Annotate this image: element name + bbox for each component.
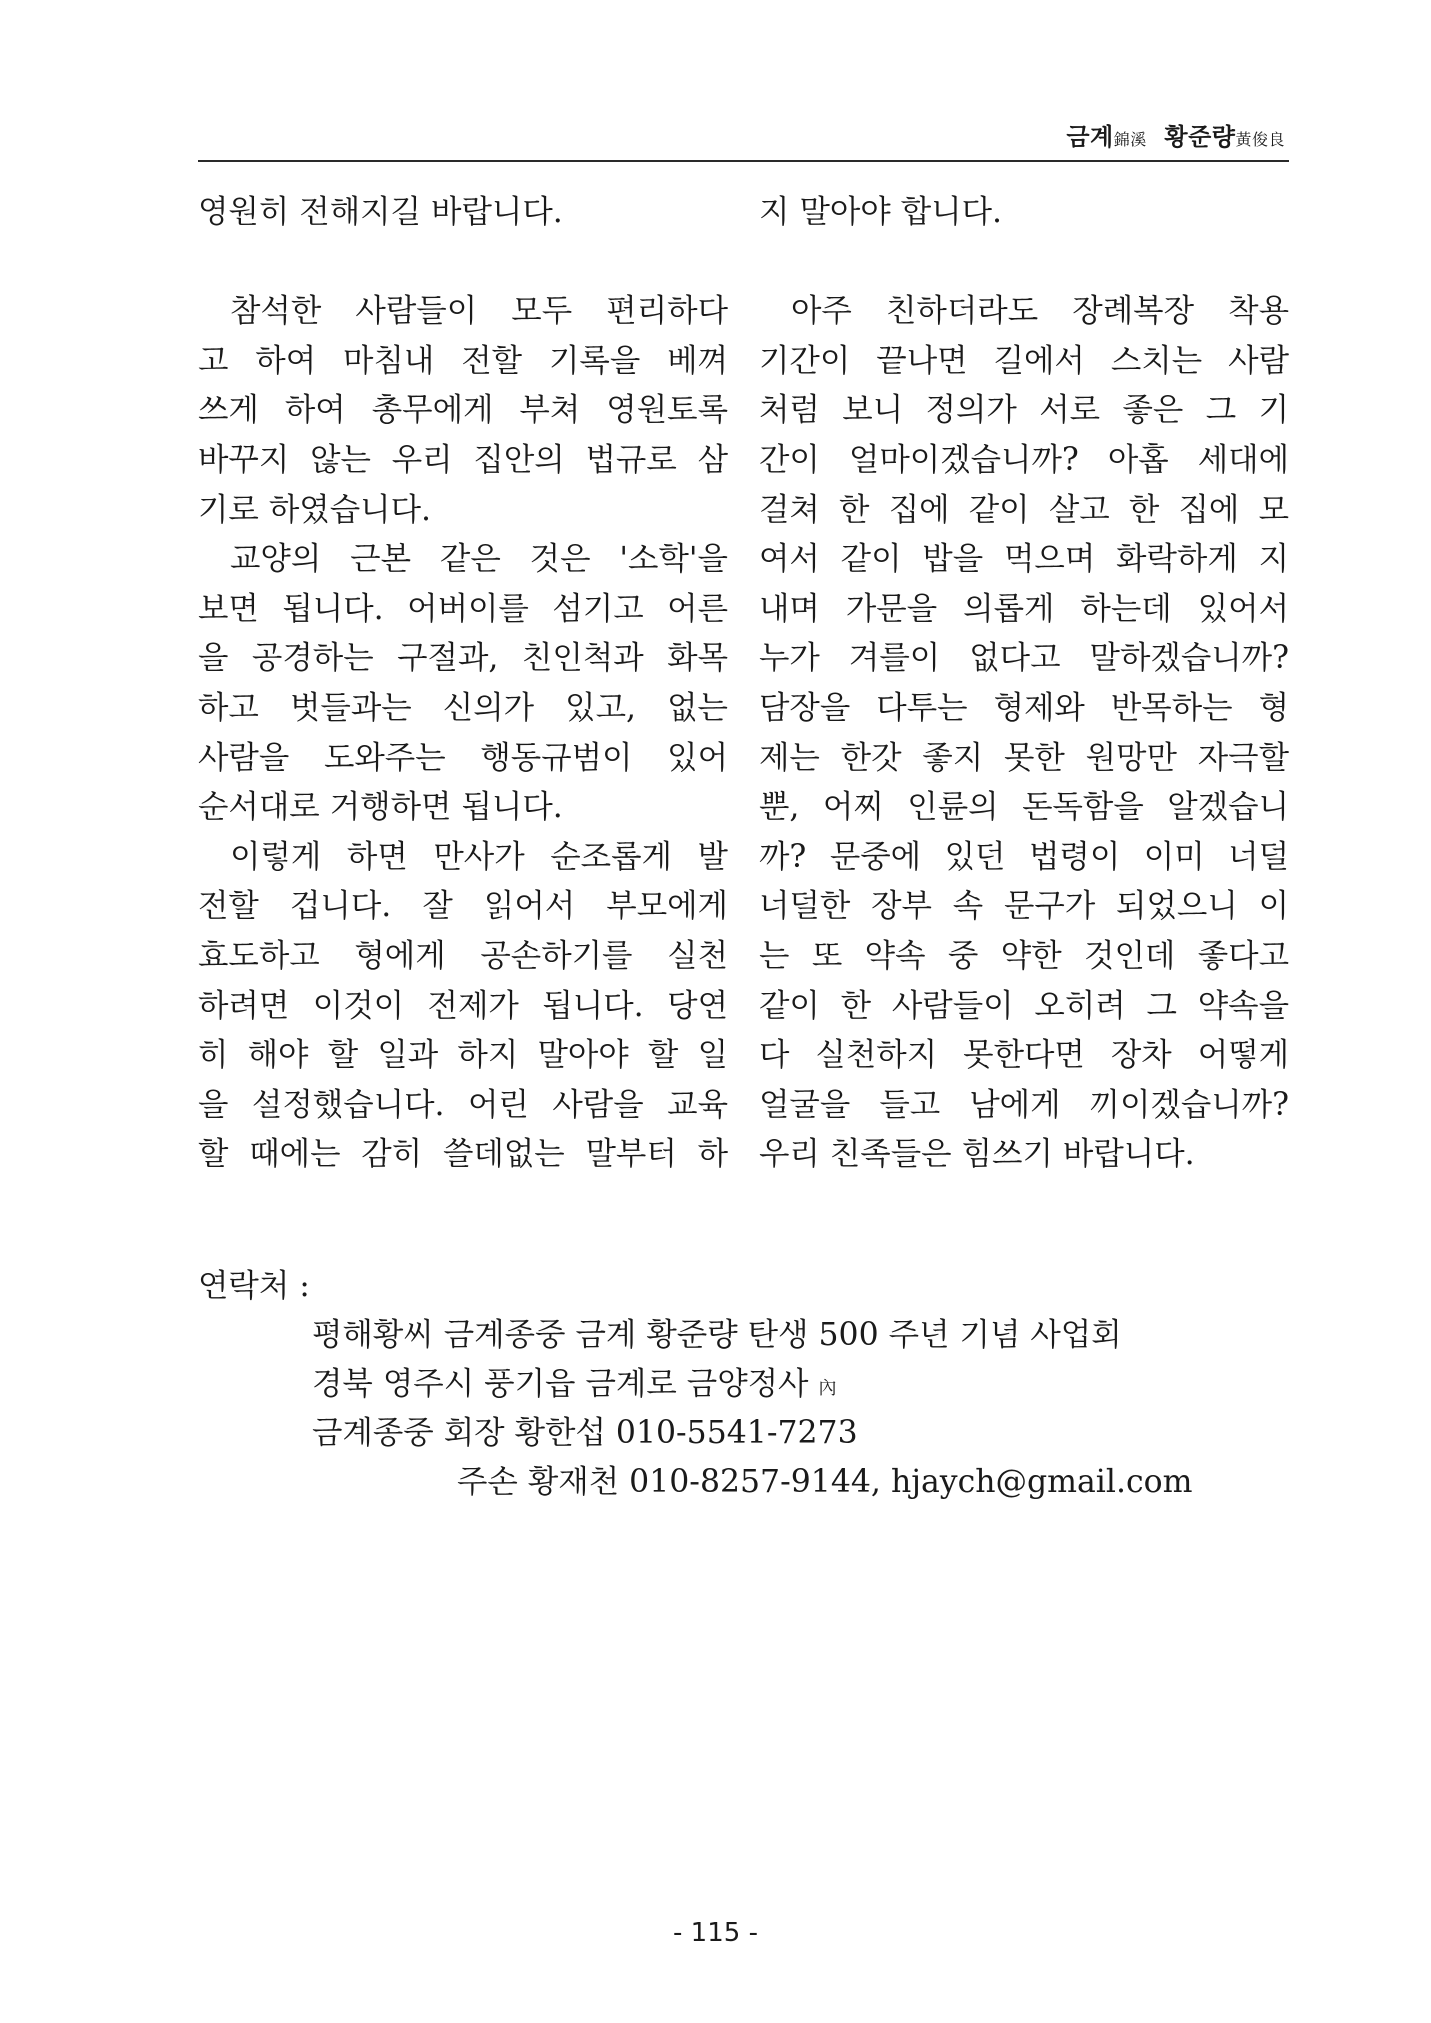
right-text-column <box>759 188 1289 1180</box>
text-line: 아주 친하더라도 장례복장 착용 <box>791 293 1289 330</box>
text-line: 이렇게 하면 만사가 순조롭게 발 <box>230 838 728 875</box>
contact-block <box>198 1262 1289 1507</box>
text-line: 다 실천하지 못한다면 장차 어떻게 <box>759 1037 1289 1074</box>
text-line: 하고 벗들과는 신의가 있고, 없는 <box>198 689 728 726</box>
text-line: 효도하고 형에게 공손하기를 실천 <box>198 937 728 974</box>
text-line: 제는 한갓 좋지 못한 원망만 자극할 <box>759 739 1289 776</box>
text-line: 하려면 이것이 전제가 됩니다. 당연 <box>198 987 728 1024</box>
text-line: 너덜한 장부 속 문구가 되었으니 이 <box>759 888 1289 925</box>
text-line: 간이 얼마이겠습니까? 아홉 세대에 <box>759 441 1289 478</box>
header-author-ko: 황준량 <box>1164 123 1236 151</box>
header-title <box>1066 117 1285 152</box>
contact-address: 경북 영주시 풍기읍 금계로 금양정사 <box>312 1366 809 1402</box>
text-line: 할 때에는 감히 쓸데없는 말부터 하 <box>198 1136 728 1173</box>
text-line: 뿐, 어찌 인륜의 돈독함을 알겠습니 <box>759 789 1289 826</box>
text-line: 전할 겁니다. 잘 읽어서 부모에게 <box>198 888 728 925</box>
contact-organization: 평해황씨 금계종중 금계 황준량 탄생 500 주년 기념 사업회 <box>312 1317 1122 1353</box>
text-line: 누가 겨를이 없다고 말하겠습니까? <box>759 640 1289 677</box>
header-author-hanja: 黃俊良 <box>1235 130 1285 149</box>
text-line: 쓰게 하여 총무에게 부쳐 영원토록 <box>198 392 728 429</box>
text-line: 처럼 보니 정의가 서로 좋은 그 기 <box>759 392 1289 429</box>
contact-label: 연락처 : <box>198 1268 310 1304</box>
text-line: 바꾸지 않는 우리 집안의 법규로 삼 <box>198 441 728 478</box>
text-line: 교양의 근본 같은 것은 '소학'을 <box>230 541 728 578</box>
contact-head-family: 주손 황재천 010-8257-9144, hjaych@gmail.com <box>457 1464 1193 1500</box>
text-line: 을 공경하는 구절과, 친인척과 화목 <box>198 640 728 677</box>
blank-line <box>198 238 728 288</box>
text-line: 영원히 전해지길 바랍니다. <box>198 194 563 230</box>
text-line: 참석한 사람들이 모두 편리하다 <box>230 293 728 330</box>
text-line: 기간이 끝나면 길에서 스치는 사람 <box>759 342 1289 379</box>
text-line: 같이 한 사람들이 오히려 그 약속을 <box>759 987 1289 1024</box>
text-line: 을 설정했습니다. 어린 사람을 교육 <box>198 1086 728 1123</box>
header-name-ko: 금계 <box>1066 123 1114 151</box>
header-name-hanja: 錦溪 <box>1113 130 1147 149</box>
text-line: 사람을 도와주는 행동규범이 있어 <box>198 739 728 776</box>
text-line: 내며 가문을 의롭게 하는데 있어서 <box>759 590 1289 627</box>
text-line: 담장을 다투는 형제와 반목하는 형 <box>759 689 1289 726</box>
running-header <box>198 112 1289 162</box>
contact-address-suffix: 內 <box>818 1378 837 1399</box>
text-line: 고 하여 마침내 전할 기록을 베껴 <box>198 342 728 379</box>
text-line: 보면 됩니다. 어버이를 섬기고 어른 <box>198 590 728 627</box>
contact-address-line <box>198 1360 1289 1409</box>
text-line: 까? 문중에 있던 법령이 이미 너덜 <box>759 838 1289 875</box>
text-line: 는 또 약속 중 약한 것인데 좋다고 <box>759 937 1289 974</box>
text-line: 걸쳐 한 집에 같이 살고 한 집에 모 <box>759 491 1289 528</box>
contact-chairman: 금계종중 회장 황한섭 010-5541-7273 <box>312 1415 858 1451</box>
text-line: 순서대로 거행하면 됩니다. <box>198 789 563 826</box>
page-number: - 115 - <box>673 1918 758 1948</box>
text-line: 우리 친족들은 힘쓰기 바랍니다. <box>759 1136 1195 1173</box>
text-line: 히 해야 할 일과 하지 말아야 할 일 <box>198 1037 728 1074</box>
text-line: 여서 같이 밥을 먹으며 화락하게 지 <box>759 541 1289 578</box>
left-text-column <box>198 188 728 1180</box>
text-line: 지 말아야 합니다. <box>759 194 1003 230</box>
text-line: 얼굴을 들고 남에게 끼이겠습니까? <box>759 1086 1289 1123</box>
blank-line <box>759 238 1289 288</box>
text-line: 기로 하였습니다. <box>198 491 432 528</box>
